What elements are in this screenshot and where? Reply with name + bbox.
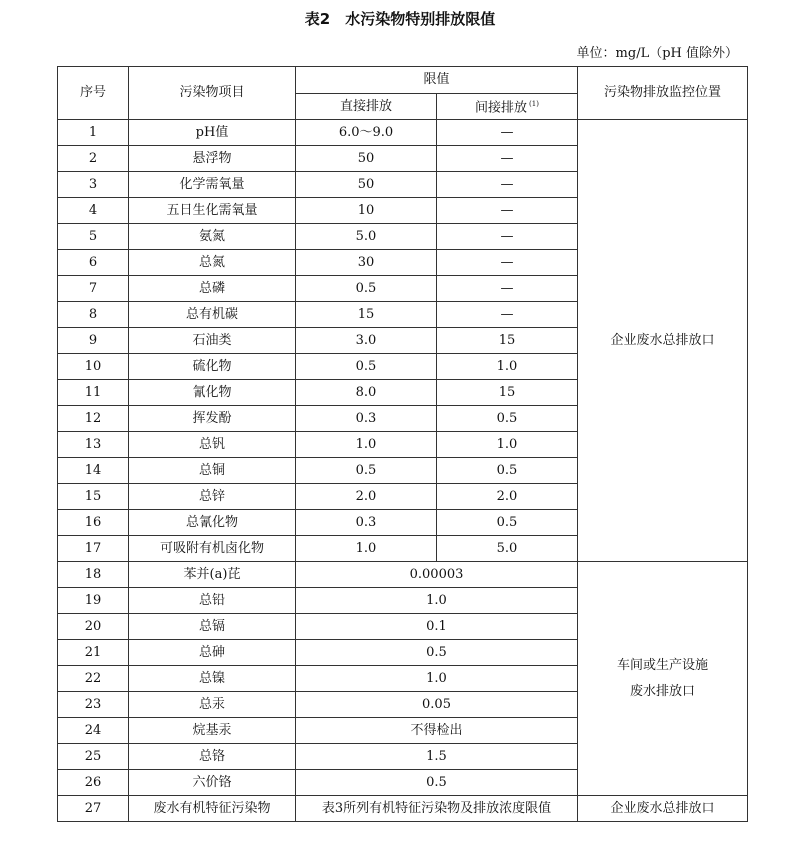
- monitor-location-b-line2: 废水排放口: [630, 683, 696, 699]
- row-number: 8: [58, 302, 129, 328]
- indirect-limit: —: [437, 198, 578, 224]
- direct-limit: 0.5: [296, 354, 437, 380]
- header-limit: 限值: [296, 67, 578, 94]
- pollutant-item: 氰化物: [129, 380, 296, 406]
- monitor-location-b-line1: 车间或生产设施: [617, 657, 709, 673]
- table-row: [58, 796, 748, 822]
- header-item: 污染物项目: [129, 67, 296, 120]
- row-number: 20: [58, 614, 129, 640]
- emission-limits-table: [57, 66, 748, 822]
- pollutant-item: 总镉: [129, 614, 296, 640]
- indirect-limit: 0.5: [437, 406, 578, 432]
- pollutant-item: 悬浮物: [129, 146, 296, 172]
- pollutant-item: 总磷: [129, 276, 296, 302]
- limit-value: 1.0: [296, 666, 578, 692]
- row-number: 21: [58, 640, 129, 666]
- row-number: 15: [58, 484, 129, 510]
- indirect-limit: 15: [437, 380, 578, 406]
- direct-limit: 1.0: [296, 536, 437, 562]
- pollutant-item: 总有机碳: [129, 302, 296, 328]
- direct-limit: 0.5: [296, 458, 437, 484]
- direct-limit: 0.3: [296, 406, 437, 432]
- row-number: 19: [58, 588, 129, 614]
- header-seq: 序号: [58, 67, 129, 120]
- indirect-limit: —: [437, 224, 578, 250]
- pollutant-item: 五日生化需氧量: [129, 198, 296, 224]
- limit-value: 0.1: [296, 614, 578, 640]
- pollutant-item: 可吸附有机卤化物: [129, 536, 296, 562]
- pollutant-item: 化学需氧量: [129, 172, 296, 198]
- header-location: 污染物排放监控位置: [578, 67, 748, 120]
- pollutant-item: 烷基汞: [129, 718, 296, 744]
- limit-value: 1.5: [296, 744, 578, 770]
- row-number: 24: [58, 718, 129, 744]
- pollutant-item: 六价铬: [129, 770, 296, 796]
- indirect-limit: —: [437, 120, 578, 146]
- pollutant-item: 废水有机特征污染物: [129, 796, 296, 822]
- header-indirect-note: (1): [529, 100, 539, 109]
- pollutant-item: 总锌: [129, 484, 296, 510]
- pollutant-item: 总氮: [129, 250, 296, 276]
- limit-value: 表3所列有机特征污染物及排放浓度限值: [296, 796, 578, 822]
- direct-limit: 0.3: [296, 510, 437, 536]
- direct-limit: 6.0～9.0: [296, 120, 437, 146]
- indirect-limit: 1.0: [437, 354, 578, 380]
- limit-value: 不得检出: [296, 718, 578, 744]
- row-number: 2: [58, 146, 129, 172]
- pollutant-item: 总铅: [129, 588, 296, 614]
- row-number: 25: [58, 744, 129, 770]
- limit-value: 0.5: [296, 640, 578, 666]
- direct-limit: 0.5: [296, 276, 437, 302]
- indirect-limit: 2.0: [437, 484, 578, 510]
- indirect-limit: 5.0: [437, 536, 578, 562]
- direct-limit: 2.0: [296, 484, 437, 510]
- indirect-limit: —: [437, 302, 578, 328]
- direct-limit: 5.0: [296, 224, 437, 250]
- header-indirect-label: 间接排放: [475, 100, 528, 116]
- indirect-limit: 0.5: [437, 458, 578, 484]
- pollutant-item: 苯并(a)芘: [129, 562, 296, 588]
- indirect-limit: —: [437, 276, 578, 302]
- row-number: 7: [58, 276, 129, 302]
- row-number: 10: [58, 354, 129, 380]
- row-number: 6: [58, 250, 129, 276]
- limit-value: 0.05: [296, 692, 578, 718]
- row-number: 27: [58, 796, 129, 822]
- row-number: 18: [58, 562, 129, 588]
- row-number: 16: [58, 510, 129, 536]
- indirect-limit: —: [437, 146, 578, 172]
- limit-value: 0.5: [296, 770, 578, 796]
- row-number: 5: [58, 224, 129, 250]
- indirect-limit: 0.5: [437, 510, 578, 536]
- indirect-limit: —: [437, 250, 578, 276]
- pollutant-item: pH值: [129, 120, 296, 146]
- direct-limit: 30: [296, 250, 437, 276]
- pollutant-item: 总铜: [129, 458, 296, 484]
- monitor-location-b: [578, 562, 748, 796]
- row-number: 3: [58, 172, 129, 198]
- table-row: [58, 120, 748, 146]
- monitor-location-a: 企业废水总排放口: [578, 120, 748, 562]
- row-number: 12: [58, 406, 129, 432]
- table-title: 表2 水污染物特别排放限值: [304, 10, 496, 28]
- header-indirect: [437, 94, 578, 120]
- pollutant-item: 总汞: [129, 692, 296, 718]
- direct-limit: 50: [296, 146, 437, 172]
- indirect-limit: —: [437, 172, 578, 198]
- row-number: 4: [58, 198, 129, 224]
- row-number: 1: [58, 120, 129, 146]
- direct-limit: 8.0: [296, 380, 437, 406]
- row-number: 9: [58, 328, 129, 354]
- monitor-location-c: 企业废水总排放口: [578, 796, 748, 822]
- pollutant-item: 总钒: [129, 432, 296, 458]
- direct-limit: 1.0: [296, 432, 437, 458]
- row-number: 11: [58, 380, 129, 406]
- pollutant-item: 总砷: [129, 640, 296, 666]
- direct-limit: 50: [296, 172, 437, 198]
- unit-note: 单位：mg/L（pH 值除外）: [576, 46, 738, 61]
- pollutant-item: 氨氮: [129, 224, 296, 250]
- pollutant-item: 总铬: [129, 744, 296, 770]
- limit-value: 1.0: [296, 588, 578, 614]
- row-number: 26: [58, 770, 129, 796]
- row-number: 23: [58, 692, 129, 718]
- limit-value: 0.00003: [296, 562, 578, 588]
- table-row: [58, 562, 748, 588]
- row-number: 14: [58, 458, 129, 484]
- pollutant-item: 硫化物: [129, 354, 296, 380]
- direct-limit: 3.0: [296, 328, 437, 354]
- row-number: 17: [58, 536, 129, 562]
- pollutant-item: 总氰化物: [129, 510, 296, 536]
- table-body: [58, 120, 748, 822]
- pollutant-item: 石油类: [129, 328, 296, 354]
- header-row-1: [58, 67, 748, 94]
- indirect-limit: 15: [437, 328, 578, 354]
- indirect-limit: 1.0: [437, 432, 578, 458]
- direct-limit: 15: [296, 302, 437, 328]
- row-number: 13: [58, 432, 129, 458]
- pollutant-item: 总镍: [129, 666, 296, 692]
- direct-limit: 10: [296, 198, 437, 224]
- row-number: 22: [58, 666, 129, 692]
- pollutant-item: 挥发酚: [129, 406, 296, 432]
- header-direct: 直接排放: [296, 94, 437, 120]
